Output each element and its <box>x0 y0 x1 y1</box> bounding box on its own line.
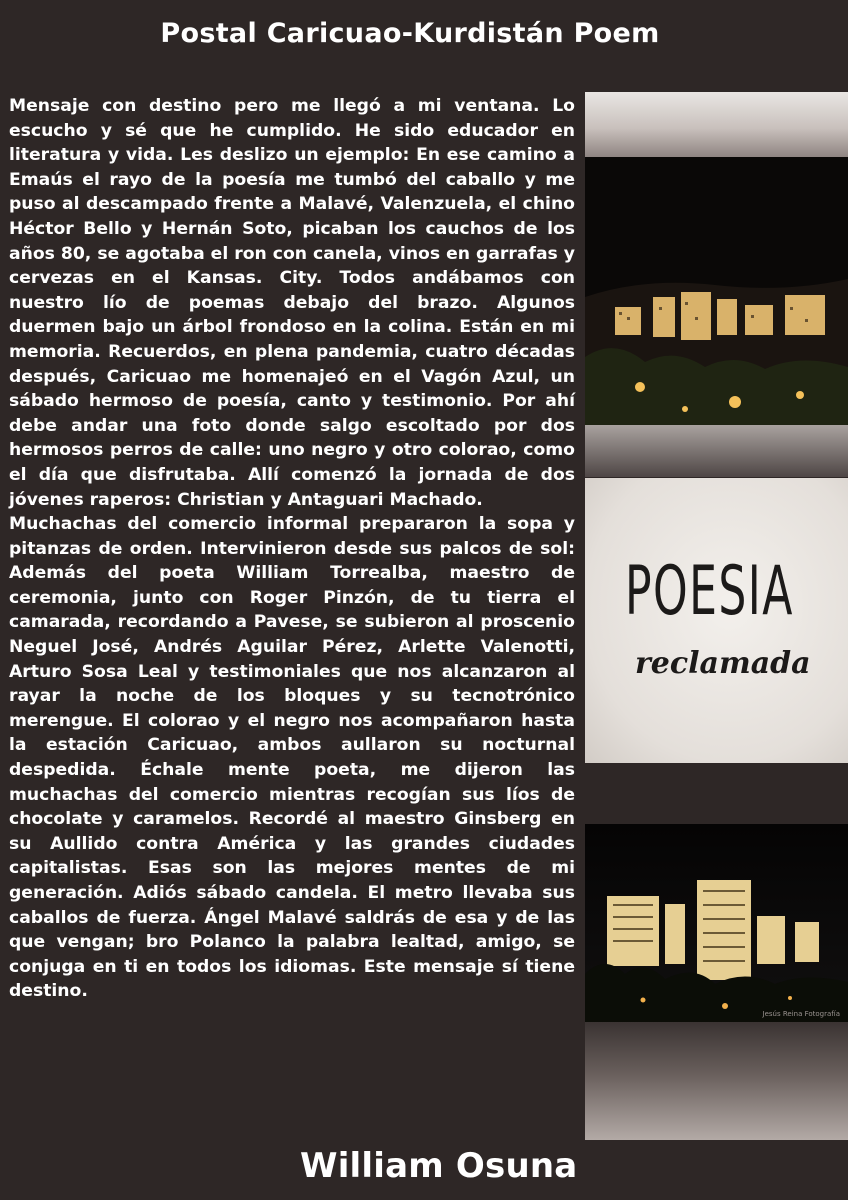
poesia-reclamada-card <box>585 478 848 763</box>
page-title: Postal Caricuao-Kurdistán Poem <box>160 18 660 49</box>
author-name: William Osuna <box>300 1146 578 1186</box>
bottom-gradient-strip <box>585 1022 848 1140</box>
night-towers-photo <box>585 824 848 1022</box>
poesia-heading: POESIA <box>625 552 794 631</box>
poem-paragraph-2: Muchachas del comercio informal prepararon la sopa y pitanzas de orden. Intervinieron desde sus palcos de sol: Además del poeta William Torrealba, maestro de ceremonia, junto con Roger Pinzón, de tu tierra el camarada, recordando a Pavese, se subieron al proscenio Neguel José, Andrés Aguilar Pérez, Arlette Valenotti, Arturo Sosa Leal y testimoniales que nos alcanzaron al rayar la noche de los bloques y su tecnotrónico merengue. El colorao y el negro nos acompañaron hasta la estación Caricuao, ambos aullaron su nocturnal despedida. Échale mente poeta, me dijeron las muchachas del comercio mientras recogían sus líos de chocolate y caramelos. Recordé al maestro Ginsberg en su Aullido contra América y las grandes ciudades capitalistas. Esas son las mejores mentes de mi generación. Adiós sábado candela. El metro llevaba sus caballos de fuerza. Ángel Malavé saldrás de esa y de las que vengan; bro Polanco la palabra lealtad, amigo, se conjuga en ti en todos los idiomas. Este mensaje sí tiene destino. <box>9 514 575 1002</box>
night-towers-illustration <box>585 824 848 1022</box>
poem-body <box>9 94 575 1004</box>
photo-credit-watermark: Jesús Reina Fotografía <box>762 1010 840 1018</box>
middle-gradient-strip <box>585 425 848 477</box>
night-cityscape-illustration <box>585 157 848 425</box>
reclamada-script: reclamada <box>635 646 811 681</box>
gap-strip <box>585 763 848 823</box>
top-gradient-strip <box>585 92 848 157</box>
poem-paragraph-1: Mensaje con destino pero me llegó a mi ventana. Lo escucho y sé que he cumplido. He sido educador en literatura y vida. Les deslizo un ejemplo: En ese camino a Emaús el rayo de la poesía me tumbó del caballo y me puso al descampado frente a Malavé, Valenzuela, el chino Héctor Bello y Hernán Soto, picaban los cauchos de los años 80, se agotaba el ron con canela, vinos en garrafas y cervezas en el Kansas. City. Todos andábamos con nuestro lío de poemas debajo del brazo. Algunos duermen bajo un árbol frondoso en la colina. Están en mi memoria. Recuerdos, en plena pandemia, cuatro décadas después, Caricuao me homenajeó en el Vagón Azul, un sábado hermoso de poesía, canto y testimonio. Por ahí debe andar una foto donde salgo escoltado por dos hermosos perros de calle: uno negro y otro colorao, como el día que disfrutaba. Allí comenzó la jornada de dos jóvenes raperos: Christian y Antaguari Machado. <box>9 96 575 510</box>
night-cityscape-photo <box>585 157 848 425</box>
